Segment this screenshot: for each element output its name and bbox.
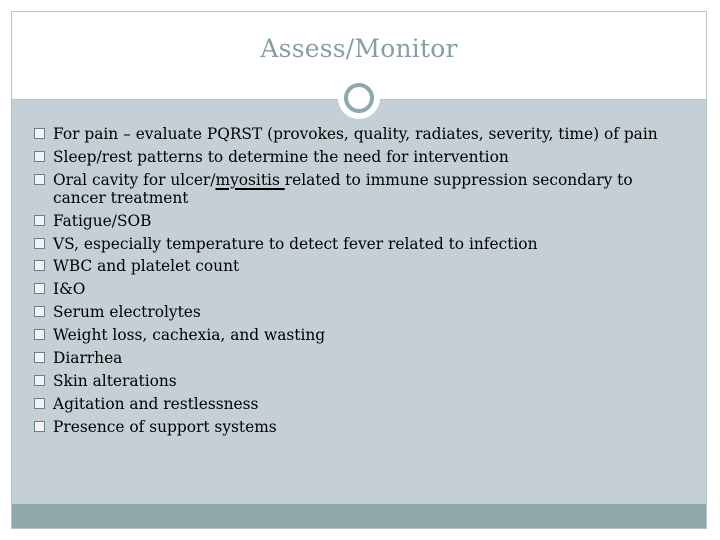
bullet-list bbox=[34, 125, 684, 441]
bullet-text: Diarrhea bbox=[53, 349, 123, 368]
bullet-box-icon bbox=[34, 421, 45, 432]
circle-ornament-icon bbox=[338, 77, 380, 119]
bullet-text: Presence of support systems bbox=[53, 417, 277, 436]
bullet-text: Sleep/rest patterns to determine the need for intervention bbox=[53, 147, 509, 166]
bullet-item bbox=[34, 171, 684, 207]
bullet-text: Fatigue/SOB bbox=[53, 211, 152, 230]
bullet-text-underlined: myositis bbox=[215, 170, 285, 189]
circle-ornament-ring bbox=[344, 83, 374, 113]
bullet-text: Serum electrolytes bbox=[53, 303, 201, 322]
bullet-text-post: related to immune suppression secondary to cancer treatment bbox=[53, 170, 633, 207]
bullet-text: Skin alterations bbox=[53, 371, 177, 390]
bullet-box-icon bbox=[34, 352, 45, 363]
bullet-item bbox=[34, 349, 684, 367]
bullet-item bbox=[34, 372, 684, 390]
bullet-text: WBC and platelet count bbox=[53, 257, 240, 276]
bullet-text: Agitation and restlessness bbox=[53, 394, 259, 413]
bullet-item bbox=[34, 148, 684, 166]
bullet-box-icon bbox=[34, 375, 45, 386]
bullet-item bbox=[34, 326, 684, 344]
bullet-box-icon bbox=[34, 128, 45, 139]
bullet-item bbox=[34, 280, 684, 298]
bullet-item bbox=[34, 212, 684, 230]
bullet-box-icon bbox=[34, 283, 45, 294]
bullet-box-icon bbox=[34, 174, 45, 185]
bullet-box-icon bbox=[34, 238, 45, 249]
bullet-box-icon bbox=[34, 306, 45, 317]
bullet-box-icon bbox=[34, 398, 45, 409]
bullet-box-icon bbox=[34, 329, 45, 340]
bullet-item bbox=[34, 395, 684, 413]
bullet-box-icon bbox=[34, 215, 45, 226]
bullet-text: For pain – evaluate PQRST (provokes, quality, radiates, severity, time) of pain bbox=[53, 125, 658, 143]
bullet-box-icon bbox=[34, 151, 45, 162]
bullet-item bbox=[34, 303, 684, 321]
bottom-band bbox=[12, 504, 706, 528]
bullet-item bbox=[34, 418, 684, 436]
bullet-text: VS, especially temperature to detect fever related to infection bbox=[53, 234, 538, 253]
bullet-text: I&O bbox=[53, 280, 86, 299]
bullet-text-pre: Oral cavity for ulcer/ bbox=[53, 170, 216, 189]
bullet-item bbox=[34, 257, 684, 275]
bullet-item bbox=[34, 235, 684, 253]
bullet-box-icon bbox=[34, 260, 45, 271]
bullet-text: Weight loss, cachexia, and wasting bbox=[53, 326, 326, 345]
bullet-item bbox=[34, 125, 684, 143]
slide-title: Assess/Monitor bbox=[260, 34, 458, 63]
